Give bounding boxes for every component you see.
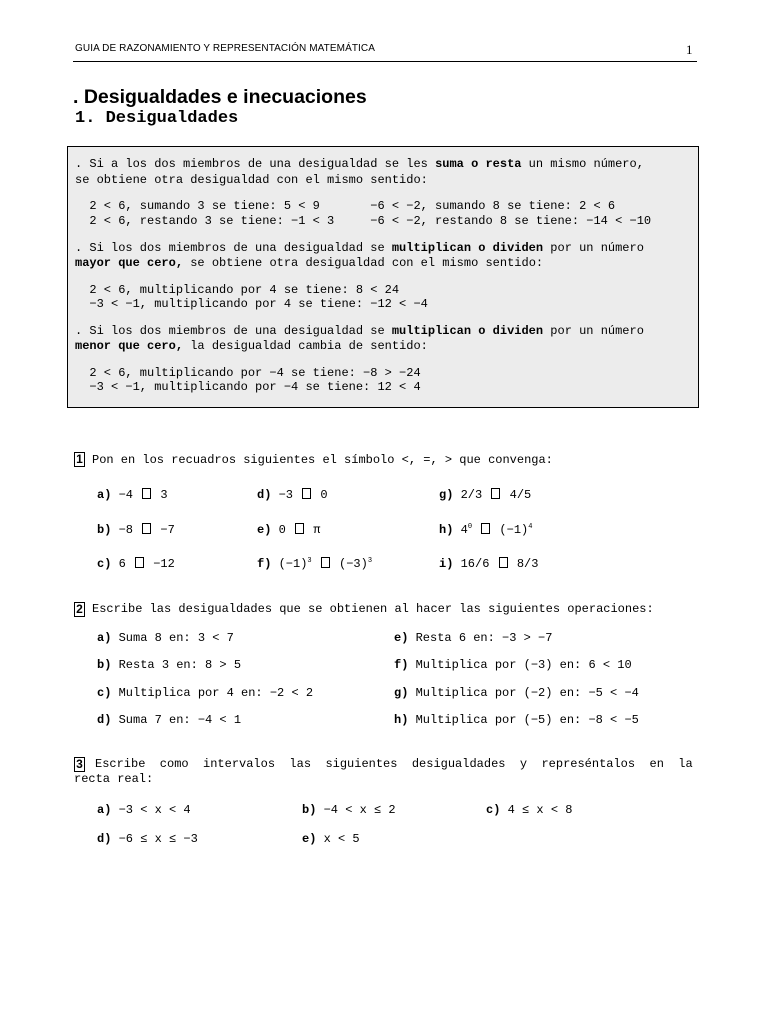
exponent: 3 bbox=[367, 557, 373, 565]
rule-3-line-1 bbox=[75, 324, 644, 338]
ex3-item-d bbox=[97, 832, 198, 846]
ex1-item-e bbox=[257, 523, 320, 537]
ex3-item-a bbox=[97, 803, 191, 817]
rule-emphasis: mayor que cero, bbox=[75, 256, 184, 270]
item-left: 0 bbox=[278, 523, 286, 537]
exercise-3-number: 3 bbox=[74, 757, 85, 772]
answer-box[interactable] bbox=[295, 523, 304, 534]
item-right: −7 bbox=[160, 523, 175, 537]
ex2-item-c bbox=[97, 686, 313, 700]
item-text: −6 ≤ x ≤ −3 bbox=[118, 832, 198, 846]
rule-text: se obtiene otra desigualdad con el mismo sentido: bbox=[183, 256, 544, 270]
item-label: b) bbox=[97, 658, 112, 672]
ex2-item-e bbox=[394, 631, 552, 645]
ex3-item-e bbox=[302, 832, 360, 846]
exponent: 4 bbox=[528, 523, 533, 531]
item-label: e) bbox=[394, 631, 409, 645]
item-label: d) bbox=[97, 713, 112, 727]
answer-box[interactable] bbox=[142, 523, 151, 534]
item-left: 16/6 bbox=[460, 557, 490, 571]
item-text: Suma 7 en: −4 < 1 bbox=[118, 713, 242, 727]
item-right: 8/3 bbox=[516, 557, 539, 571]
item-right: (−1) bbox=[499, 523, 529, 537]
item-text: Multiplica por 4 en: −2 < 2 bbox=[118, 686, 314, 700]
exercise-2-prompt: Escribe las desigualdades que se obtienen al hacer las siguientes operaciones: bbox=[92, 602, 654, 616]
rule-text: por un número bbox=[543, 324, 644, 338]
item-label: a) bbox=[97, 631, 112, 645]
item-left: −3 bbox=[278, 488, 294, 502]
ex1-item-i bbox=[439, 557, 538, 571]
item-label: h) bbox=[394, 713, 409, 727]
rules-box bbox=[67, 146, 699, 408]
rule-1-line-1 bbox=[75, 157, 644, 171]
item-right: π bbox=[313, 523, 321, 537]
ex2-item-a bbox=[97, 631, 234, 645]
header-rule bbox=[73, 61, 697, 62]
item-label: c) bbox=[97, 557, 112, 571]
item-left: −4 bbox=[118, 488, 134, 502]
item-text: 4 ≤ x < 8 bbox=[507, 803, 573, 817]
item-label: g) bbox=[394, 686, 409, 700]
item-right: −12 bbox=[153, 557, 175, 571]
rule-3-example-1: 2 < 6, multiplicando por −4 se tiene: −8 > −24 bbox=[75, 366, 421, 380]
ex2-item-d bbox=[97, 713, 241, 727]
item-label: i) bbox=[439, 557, 454, 571]
exercise-2-number: 2 bbox=[74, 602, 85, 617]
item-label: c) bbox=[97, 686, 112, 700]
ex1-item-d bbox=[257, 488, 328, 502]
rule-text: . Si los dos miembros de una desigualdad se bbox=[75, 324, 392, 338]
item-label: c) bbox=[486, 803, 501, 817]
ex2-item-f bbox=[394, 658, 632, 672]
item-left: 4 bbox=[460, 523, 468, 537]
rule-text: por un número bbox=[543, 241, 644, 255]
rule-1-example-2: 2 < 6, restando 3 se tiene: −1 < 3 −6 < −2, restando 8 se tiene: −14 < −10 bbox=[75, 214, 652, 228]
item-label: d) bbox=[257, 488, 272, 502]
rule-2-line-2 bbox=[75, 256, 543, 270]
item-right: 0 bbox=[320, 488, 328, 502]
ex2-item-h bbox=[394, 713, 639, 727]
answer-box[interactable] bbox=[491, 488, 500, 499]
rule-1-example-1: 2 < 6, sumando 3 se tiene: 5 < 9 −6 < −2, sumando 8 se tiene: 2 < 6 bbox=[75, 199, 616, 213]
rule-text: . Si los dos miembros de una desigualdad se bbox=[75, 241, 392, 255]
item-text: Multiplica por (−2) en: −5 < −4 bbox=[415, 686, 639, 700]
answer-box[interactable] bbox=[321, 557, 330, 568]
ex1-item-h bbox=[439, 523, 532, 537]
item-text: x < 5 bbox=[323, 832, 360, 846]
answer-box[interactable] bbox=[142, 488, 151, 499]
rule-emphasis: menor que cero, bbox=[75, 339, 184, 353]
ex1-item-g bbox=[439, 488, 531, 502]
ex1-item-f bbox=[257, 557, 372, 571]
item-right: (−3) bbox=[339, 557, 368, 571]
item-label: e) bbox=[302, 832, 317, 846]
item-text: Suma 8 en: 3 < 7 bbox=[118, 631, 234, 645]
rule-3-line-2 bbox=[75, 339, 428, 353]
section-title: . Desigualdades e inecuaciones bbox=[73, 86, 367, 108]
rule-2-example-2: −3 < −1, multiplicando por 4 se tiene: −12 < −4 bbox=[75, 297, 428, 311]
exercise-3-prompt-line-1: Escribe como intervalos las siguientes desigualdades y represéntalos en la bbox=[95, 757, 693, 771]
answer-box[interactable] bbox=[302, 488, 311, 499]
answer-box[interactable] bbox=[481, 523, 490, 534]
item-right: 3 bbox=[160, 488, 168, 502]
subsection-title: 1. Desigualdades bbox=[75, 109, 239, 128]
exercise-3-prompt-line-2: recta real: bbox=[74, 772, 154, 786]
ex1-item-a bbox=[97, 488, 168, 502]
exercise-1-number: 1 bbox=[74, 452, 85, 467]
item-left: −8 bbox=[118, 523, 134, 537]
rule-1-line-2: se obtiene otra desigualdad con el mismo sentido: bbox=[75, 173, 428, 187]
ex1-item-c bbox=[97, 557, 175, 571]
rule-2-line-1 bbox=[75, 241, 644, 255]
answer-box[interactable] bbox=[499, 557, 508, 568]
item-label: b) bbox=[302, 803, 317, 817]
rule-emphasis: suma o resta bbox=[435, 157, 522, 171]
item-text: Resta 3 en: 8 > 5 bbox=[118, 658, 242, 672]
item-label: d) bbox=[97, 832, 112, 846]
item-label: g) bbox=[439, 488, 454, 502]
rule-text: un mismo número, bbox=[521, 157, 644, 171]
ex1-item-b bbox=[97, 523, 175, 537]
rule-2-example-1: 2 < 6, multiplicando por 4 se tiene: 8 < 24 bbox=[75, 283, 400, 297]
item-left: 6 bbox=[118, 557, 126, 571]
item-left: 2/3 bbox=[460, 488, 483, 502]
ex2-item-b bbox=[97, 658, 241, 672]
ex3-item-c bbox=[486, 803, 572, 817]
ex2-item-g bbox=[394, 686, 639, 700]
item-label: b) bbox=[97, 523, 112, 537]
item-label: a) bbox=[97, 803, 112, 817]
exponent: 3 bbox=[307, 557, 312, 565]
item-text: −4 < x ≤ 2 bbox=[323, 803, 396, 817]
item-label: f) bbox=[257, 557, 272, 571]
item-label: a) bbox=[97, 488, 112, 502]
rule-text: . Si a los dos miembros de una desigualdad se les bbox=[75, 157, 436, 171]
item-text: −3 < x < 4 bbox=[118, 803, 191, 817]
rule-emphasis: multiplican o dividen bbox=[391, 324, 544, 338]
rule-3-example-2: −3 < −1, multiplicando por −4 se tiene: 12 < 4 bbox=[75, 380, 421, 394]
page-number: 1 bbox=[686, 42, 693, 57]
item-label: e) bbox=[257, 523, 272, 537]
running-header: GUIA DE RAZONAMIENTO Y REPRESENTACIÓN MATEMÁTICA bbox=[75, 43, 376, 54]
exponent: 0 bbox=[467, 523, 473, 531]
rule-text: la desigualdad cambia de sentido: bbox=[183, 339, 428, 353]
item-text: Multiplica por (−5) en: −8 < −5 bbox=[415, 713, 639, 727]
item-right: 4/5 bbox=[509, 488, 532, 502]
item-left: (−1) bbox=[278, 557, 308, 571]
rule-emphasis: multiplican o dividen bbox=[391, 241, 544, 255]
item-text: Resta 6 en: −3 > −7 bbox=[415, 631, 553, 645]
ex3-item-b bbox=[302, 803, 396, 817]
item-label: f) bbox=[394, 658, 409, 672]
exercise-1-prompt: Pon en los recuadros siguientes el símbolo <, =, > que convenga: bbox=[92, 453, 553, 467]
answer-box[interactable] bbox=[135, 557, 144, 568]
item-label: h) bbox=[439, 523, 454, 537]
item-text: Multiplica por (−3) en: 6 < 10 bbox=[415, 658, 632, 672]
